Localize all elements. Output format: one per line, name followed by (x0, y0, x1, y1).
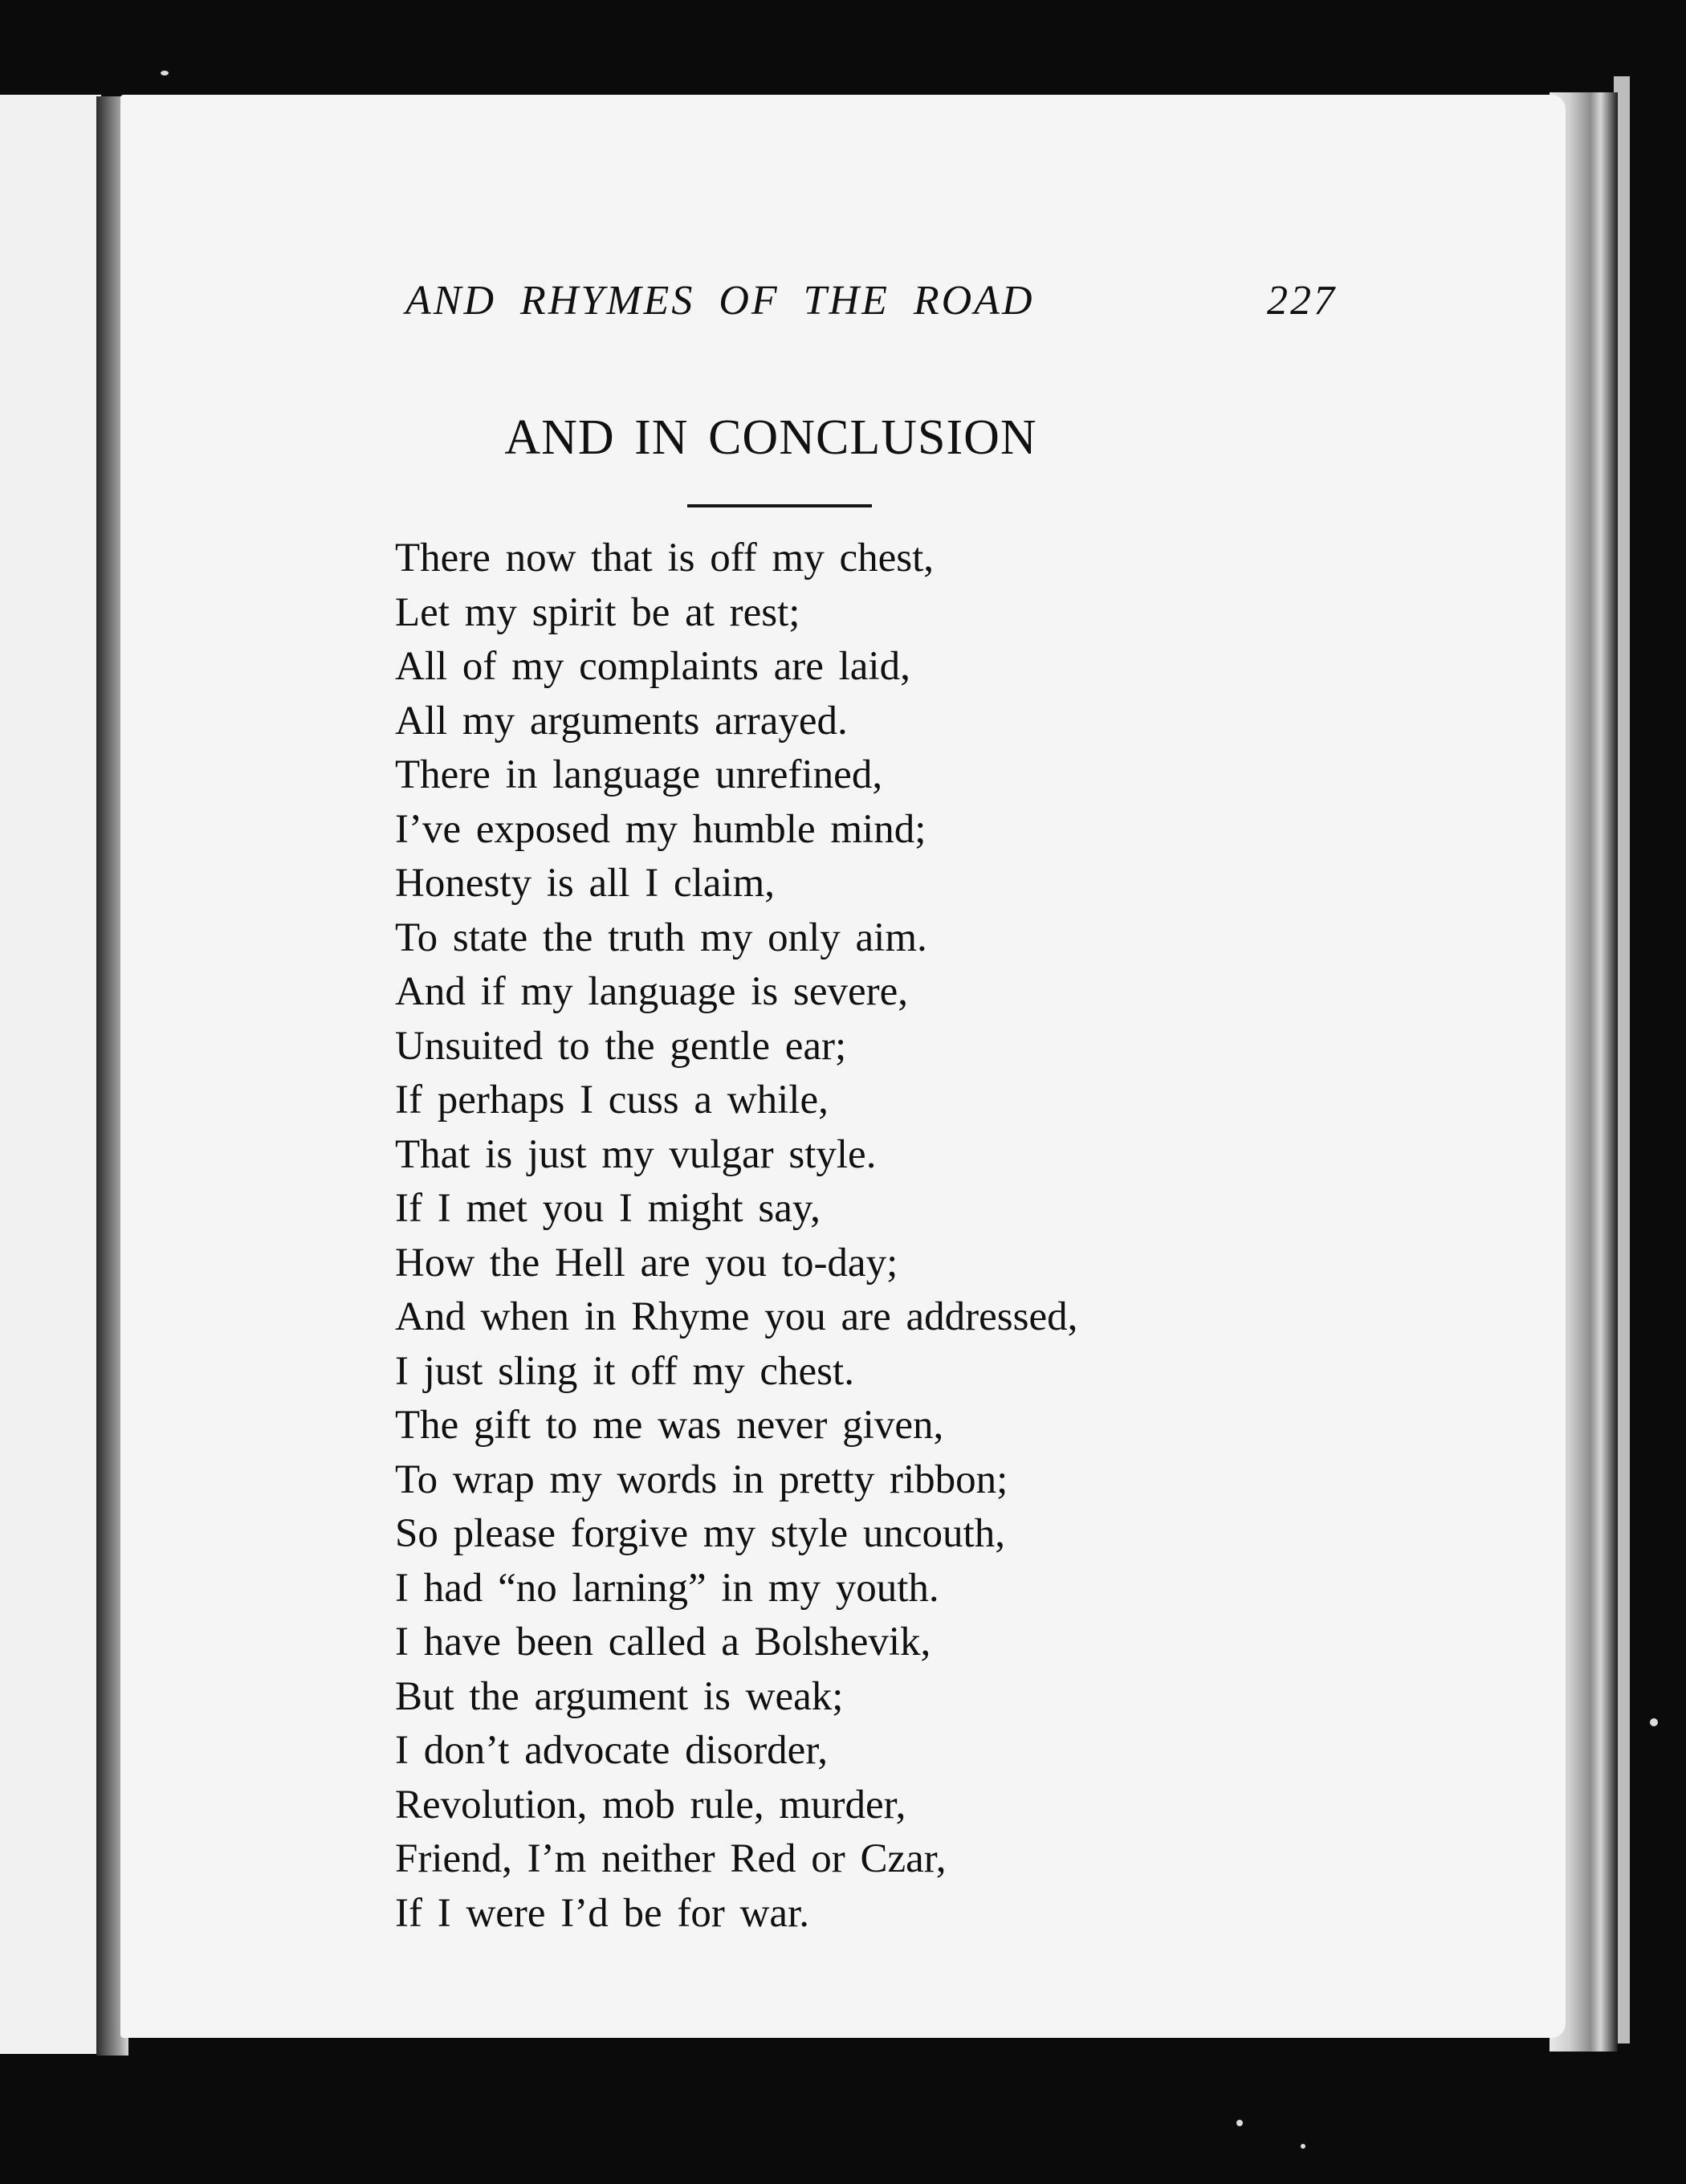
poem-line: Let my spirit be at rest; (395, 589, 800, 635)
poem-line: I don’t advocate disorder, (395, 1728, 829, 1773)
scan-speck (161, 71, 169, 75)
poem-line: I’ve exposed my humble mind; (395, 806, 926, 852)
left-page-strip (0, 95, 101, 2054)
scan-speck (1301, 2144, 1305, 2149)
poem-body (395, 532, 1278, 1941)
scan-speck (1650, 1718, 1658, 1726)
poem-line: All my arguments arrayed. (395, 698, 848, 744)
poem-line: There now that is off my chest, (395, 536, 934, 581)
poem-line: How the Hell are you to-day; (395, 1240, 898, 1286)
poem-line: To wrap my words in pretty ribbon; (395, 1457, 1008, 1502)
running-head (405, 277, 1337, 341)
poem-line: Friend, I’m neither Red or Czar, (395, 1836, 947, 1881)
poem-line: So please forgive my style uncouth, (395, 1511, 1005, 1556)
poem-line: If I were I’d be for war. (395, 1890, 809, 1936)
poem-line: Unsuited to the gentle ear; (395, 1023, 847, 1069)
title-rule (687, 504, 872, 507)
scan-speck (1236, 2120, 1243, 2126)
poem-line: If perhaps I cuss a while, (395, 1078, 829, 1123)
poem-title: AND IN CONCLUSION (504, 410, 1037, 465)
poem-line: There in language unrefined, (395, 752, 883, 797)
poem-line: I have been called a Bolshevik, (395, 1620, 931, 1664)
poem-line: If I met you I might say, (395, 1186, 821, 1231)
poem-line: But the argument is weak; (395, 1673, 844, 1719)
poem-line: All of my complaints are laid, (395, 644, 910, 689)
poem-line: The gift to me was never given, (395, 1403, 944, 1448)
page-number: 227 (1267, 278, 1337, 324)
running-head-title: AND RHYMES OF THE ROAD (405, 278, 1035, 324)
poem-line: And if my language is severe, (395, 969, 908, 1014)
poem-line: I just sling it off my chest. (395, 1348, 854, 1394)
poem-line: To state the truth my only aim. (395, 915, 927, 960)
poem-line: That is just my vulgar style. (395, 1131, 877, 1177)
poem-line: Honesty is all I claim, (395, 861, 775, 906)
poem-line: Revolution, mob rule, murder, (395, 1782, 906, 1827)
poem-line: And when in Rhyme you are addressed, (395, 1294, 1078, 1339)
poem-line: I had “no larning” in my youth. (395, 1565, 939, 1611)
